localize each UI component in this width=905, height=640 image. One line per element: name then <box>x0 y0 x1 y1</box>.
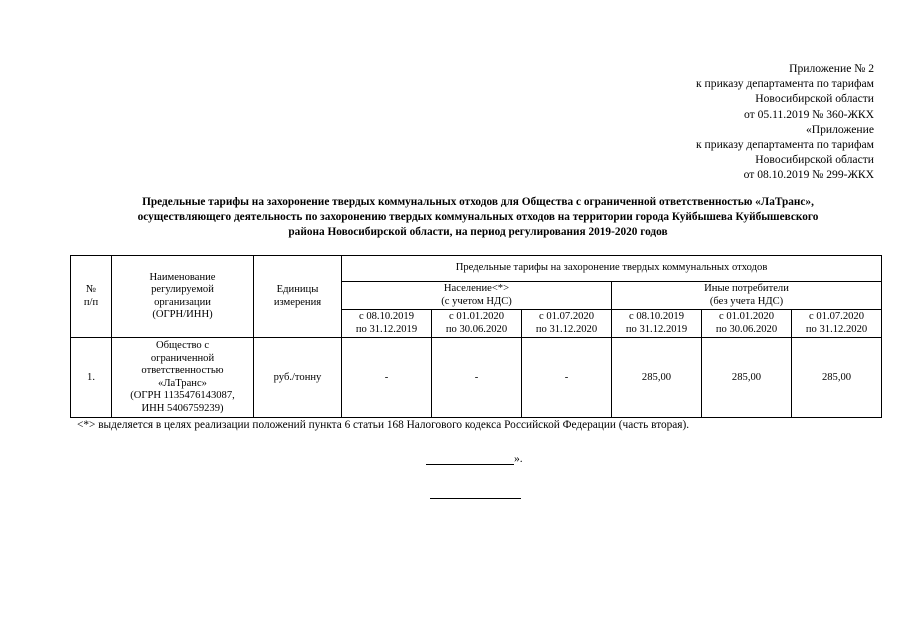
tariff-value: - <box>432 338 522 418</box>
header-line: от 08.10.2019 № 299-ЖКХ <box>743 168 874 182</box>
period-cell: с 01.01.2020 по 30.06.2020 <box>702 310 792 338</box>
organization-name: Общество с ограниченной ответственностью «ЛаТранс» (ОГРН 1135476143087, ИНН 5406759239) <box>112 338 254 418</box>
header-cell-tariffs: Предельные тарифы на захоронение твердых коммунальных отходов <box>342 256 882 282</box>
closing-mark <box>426 452 523 465</box>
title-line: осуществляющего деятельность по захоронению твердых коммунальных отходов на территории города Куйбышева Куйбышевского <box>137 211 819 224</box>
bottom-divider <box>430 498 521 499</box>
tariff-value: - <box>522 338 612 418</box>
tariff-value: - <box>342 338 432 418</box>
footnote: <*> выделяется в целях реализации положений пункта 6 статьи 168 Налогового кодекса Российской Федерации (часть вторая). <box>77 419 690 431</box>
header-line: Новосибирской области <box>755 153 874 167</box>
period-cell: с 01.07.2020 по 31.12.2020 <box>792 310 882 338</box>
header-cell-unit: Единицы измерения <box>254 256 342 338</box>
tariff-value: 285,00 <box>612 338 702 418</box>
tariff-value: 285,00 <box>792 338 882 418</box>
header-line: к приказу департамента по тарифам <box>696 138 874 152</box>
tariff-value: 285,00 <box>702 338 792 418</box>
period-cell: с 01.07.2020 по 31.12.2020 <box>522 310 612 338</box>
header-cell-other-consumers: Иные потребители (без учета НДС) <box>612 282 882 310</box>
document-title <box>60 195 896 241</box>
header-cell-organization: Наименование регулируемой организации (ОГРН/ИНН) <box>112 256 254 338</box>
tariff-table <box>70 255 882 418</box>
header-line: от 05.11.2019 № 360-ЖКХ <box>744 107 874 121</box>
table-row <box>71 338 882 418</box>
header-line: «Приложение <box>805 122 874 136</box>
header-cell-number: № п/п <box>71 256 112 338</box>
header-line: к приказу департамента по тарифам <box>696 77 874 91</box>
signature-line <box>426 452 514 465</box>
title-line: района Новосибирской области, на период регулирования 2019-2020 годов <box>288 226 668 239</box>
appendix-header <box>544 61 874 183</box>
period-cell: с 08.10.2019 по 31.12.2019 <box>612 310 702 338</box>
header-cell-population: Население<*> (с учетом НДС) <box>342 282 612 310</box>
header-line: Приложение № 2 <box>789 62 874 75</box>
unit-of-measure: руб./тонну <box>254 338 342 418</box>
closing-quote: ». <box>514 452 523 465</box>
period-cell: с 08.10.2019 по 31.12.2019 <box>342 310 432 338</box>
title-line: Предельные тарифы на захоронение твердых коммунальных отходов для Общества с ограниченной ответственностью «ЛаТранс», <box>142 196 814 208</box>
period-cell: с 01.01.2020 по 30.06.2020 <box>432 310 522 338</box>
row-number: 1. <box>71 338 112 418</box>
header-line: Новосибирской области <box>755 92 874 106</box>
